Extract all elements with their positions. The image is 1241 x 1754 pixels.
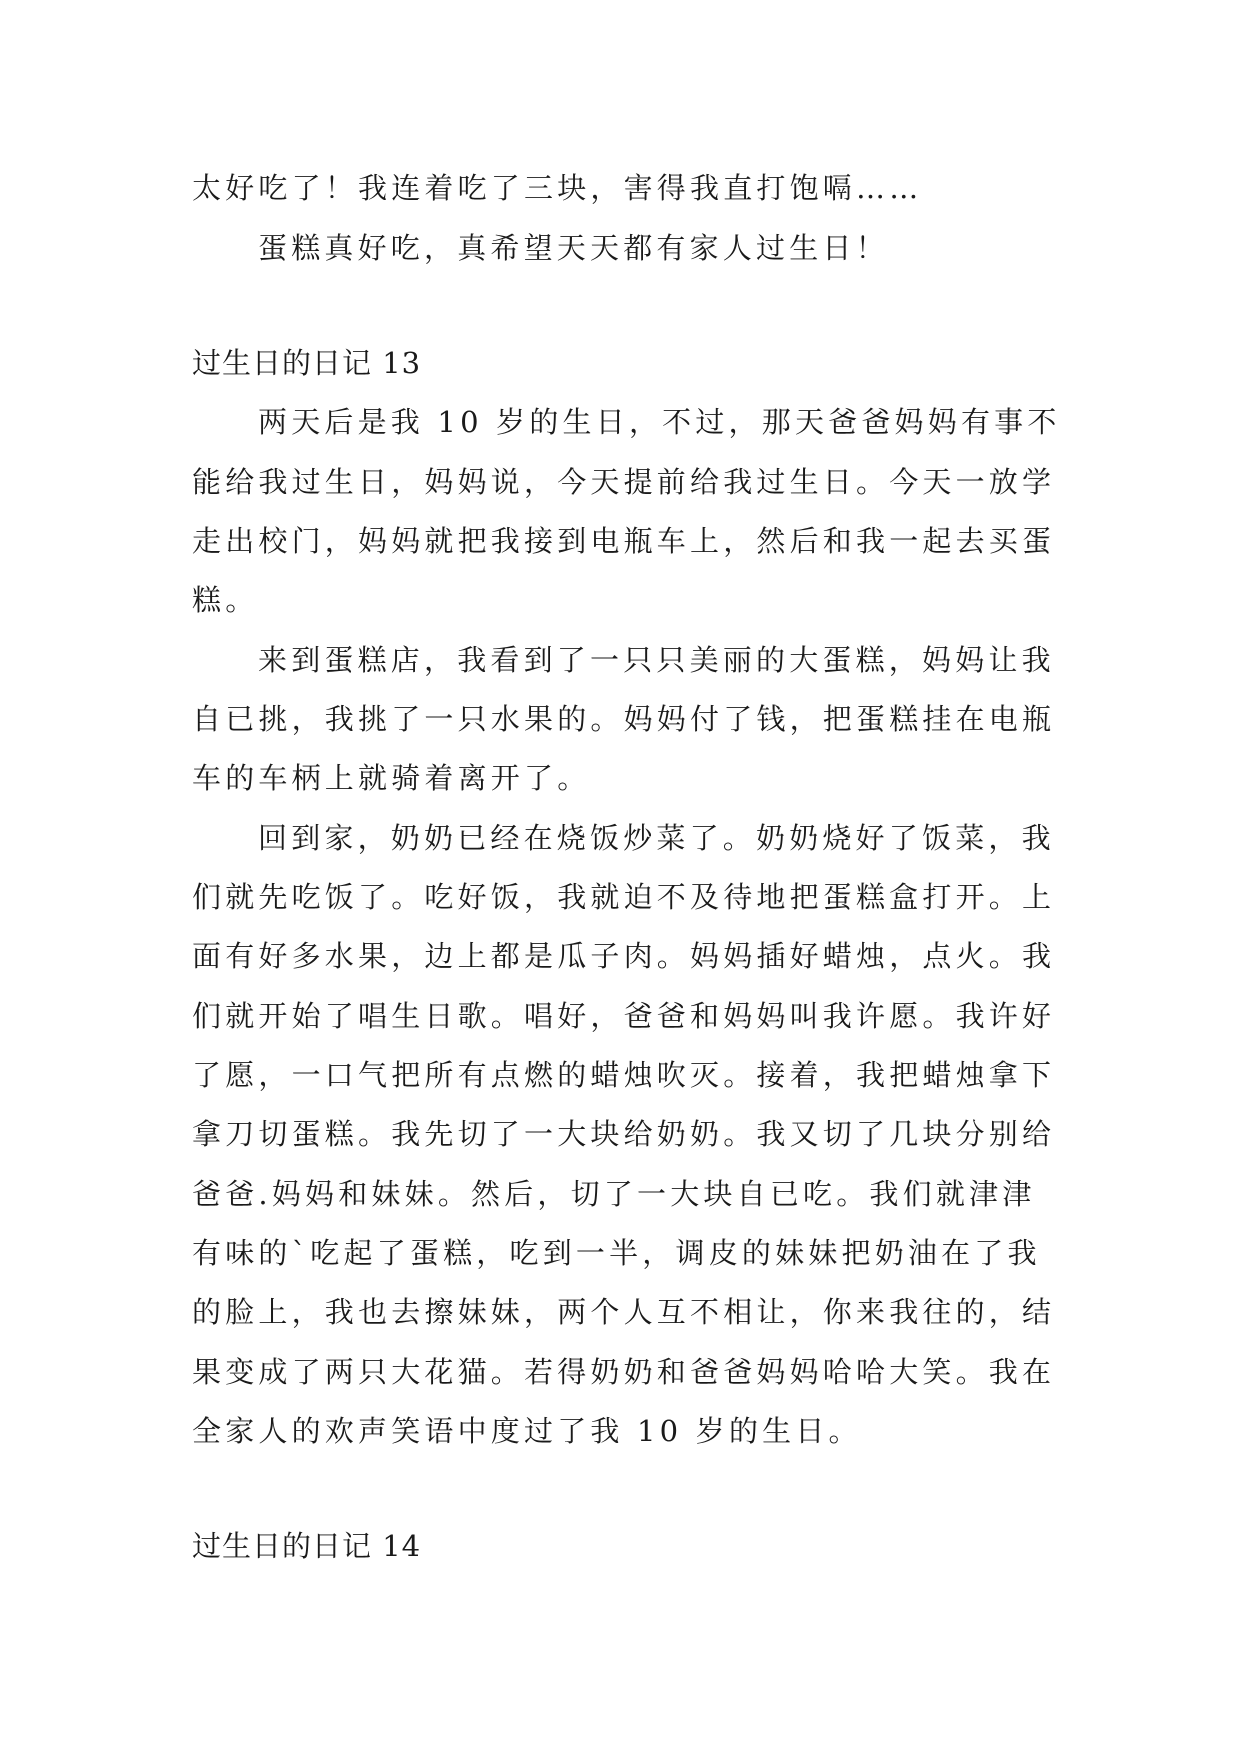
paragraph-line: 两天后是我 10 岁的生日，不过，那天爸爸妈妈有事不 <box>258 405 1061 439</box>
paragraph-line: 自已挑，我挑了一只水果的。妈妈付了钱，把蛋糕挂在电瓶 <box>192 702 1056 736</box>
paragraph-line: 拿刀切蛋糕。我先切了一大块给奶奶。我又切了几块分别给 <box>192 1117 1056 1151</box>
paragraph-line: 糕。 <box>192 583 259 617</box>
paragraph-line: 们就先吃饭了。吃好饭，我就迫不及待地把蛋糕盒打开。上 <box>192 880 1056 914</box>
section-heading: 过生日的日记 13 <box>192 346 422 380</box>
paragraph-line: 面有好多水果，边上都是瓜子肉。妈妈插好蜡烛，点火。我 <box>192 939 1056 973</box>
paragraph-line: 了愿，一口气把所有点燃的蜡烛吹灭。接着，我把蜡烛拿下 <box>192 1058 1056 1092</box>
paragraph-line: 来到蛋糕店，我看到了一只只美丽的大蛋糕，妈妈让我 <box>258 643 1055 677</box>
paragraph-line: 蛋糕真好吃，真希望天天都有家人过生日！ <box>258 231 889 265</box>
paragraph-line: 车的车柄上就骑着离开了。 <box>192 761 591 795</box>
paragraph-line: 能给我过生日，妈妈说，今天提前给我过生日。今天一放学 <box>192 465 1056 499</box>
paragraph-line: 全家人的欢声笑语中度过了我 10 岁的生日。 <box>192 1414 862 1448</box>
paragraph-line: 们就开始了唱生日歌。唱好，爸爸和妈妈叫我许愿。我许好 <box>192 999 1056 1033</box>
paragraph-line: 有味的`吃起了蛋糕，吃到一半，调皮的妹妹把奶油在了我 <box>192 1236 1041 1270</box>
paragraph-line: 太好吃了！我连着吃了三块，害得我直打饱嗝…… <box>192 171 923 205</box>
section-heading: 过生日的日记 14 <box>192 1529 422 1563</box>
paragraph-line: 走出校门，妈妈就把我接到电瓶车上，然后和我一起去买蛋 <box>192 524 1056 558</box>
paragraph-line: 回到家，奶奶已经在烧饭炒菜了。奶奶烧好了饭菜，我 <box>258 821 1055 855</box>
paragraph-line: 爸爸.妈妈和妹妹。然后，切了一大块自已吃。我们就津津 <box>192 1177 1036 1211</box>
paragraph-line: 的脸上，我也去擦妹妹，两个人互不相让，你来我往的，结 <box>192 1295 1056 1329</box>
paragraph-line: 果变成了两只大花猫。若得奶奶和爸爸妈妈哈哈大笑。我在 <box>192 1355 1056 1389</box>
